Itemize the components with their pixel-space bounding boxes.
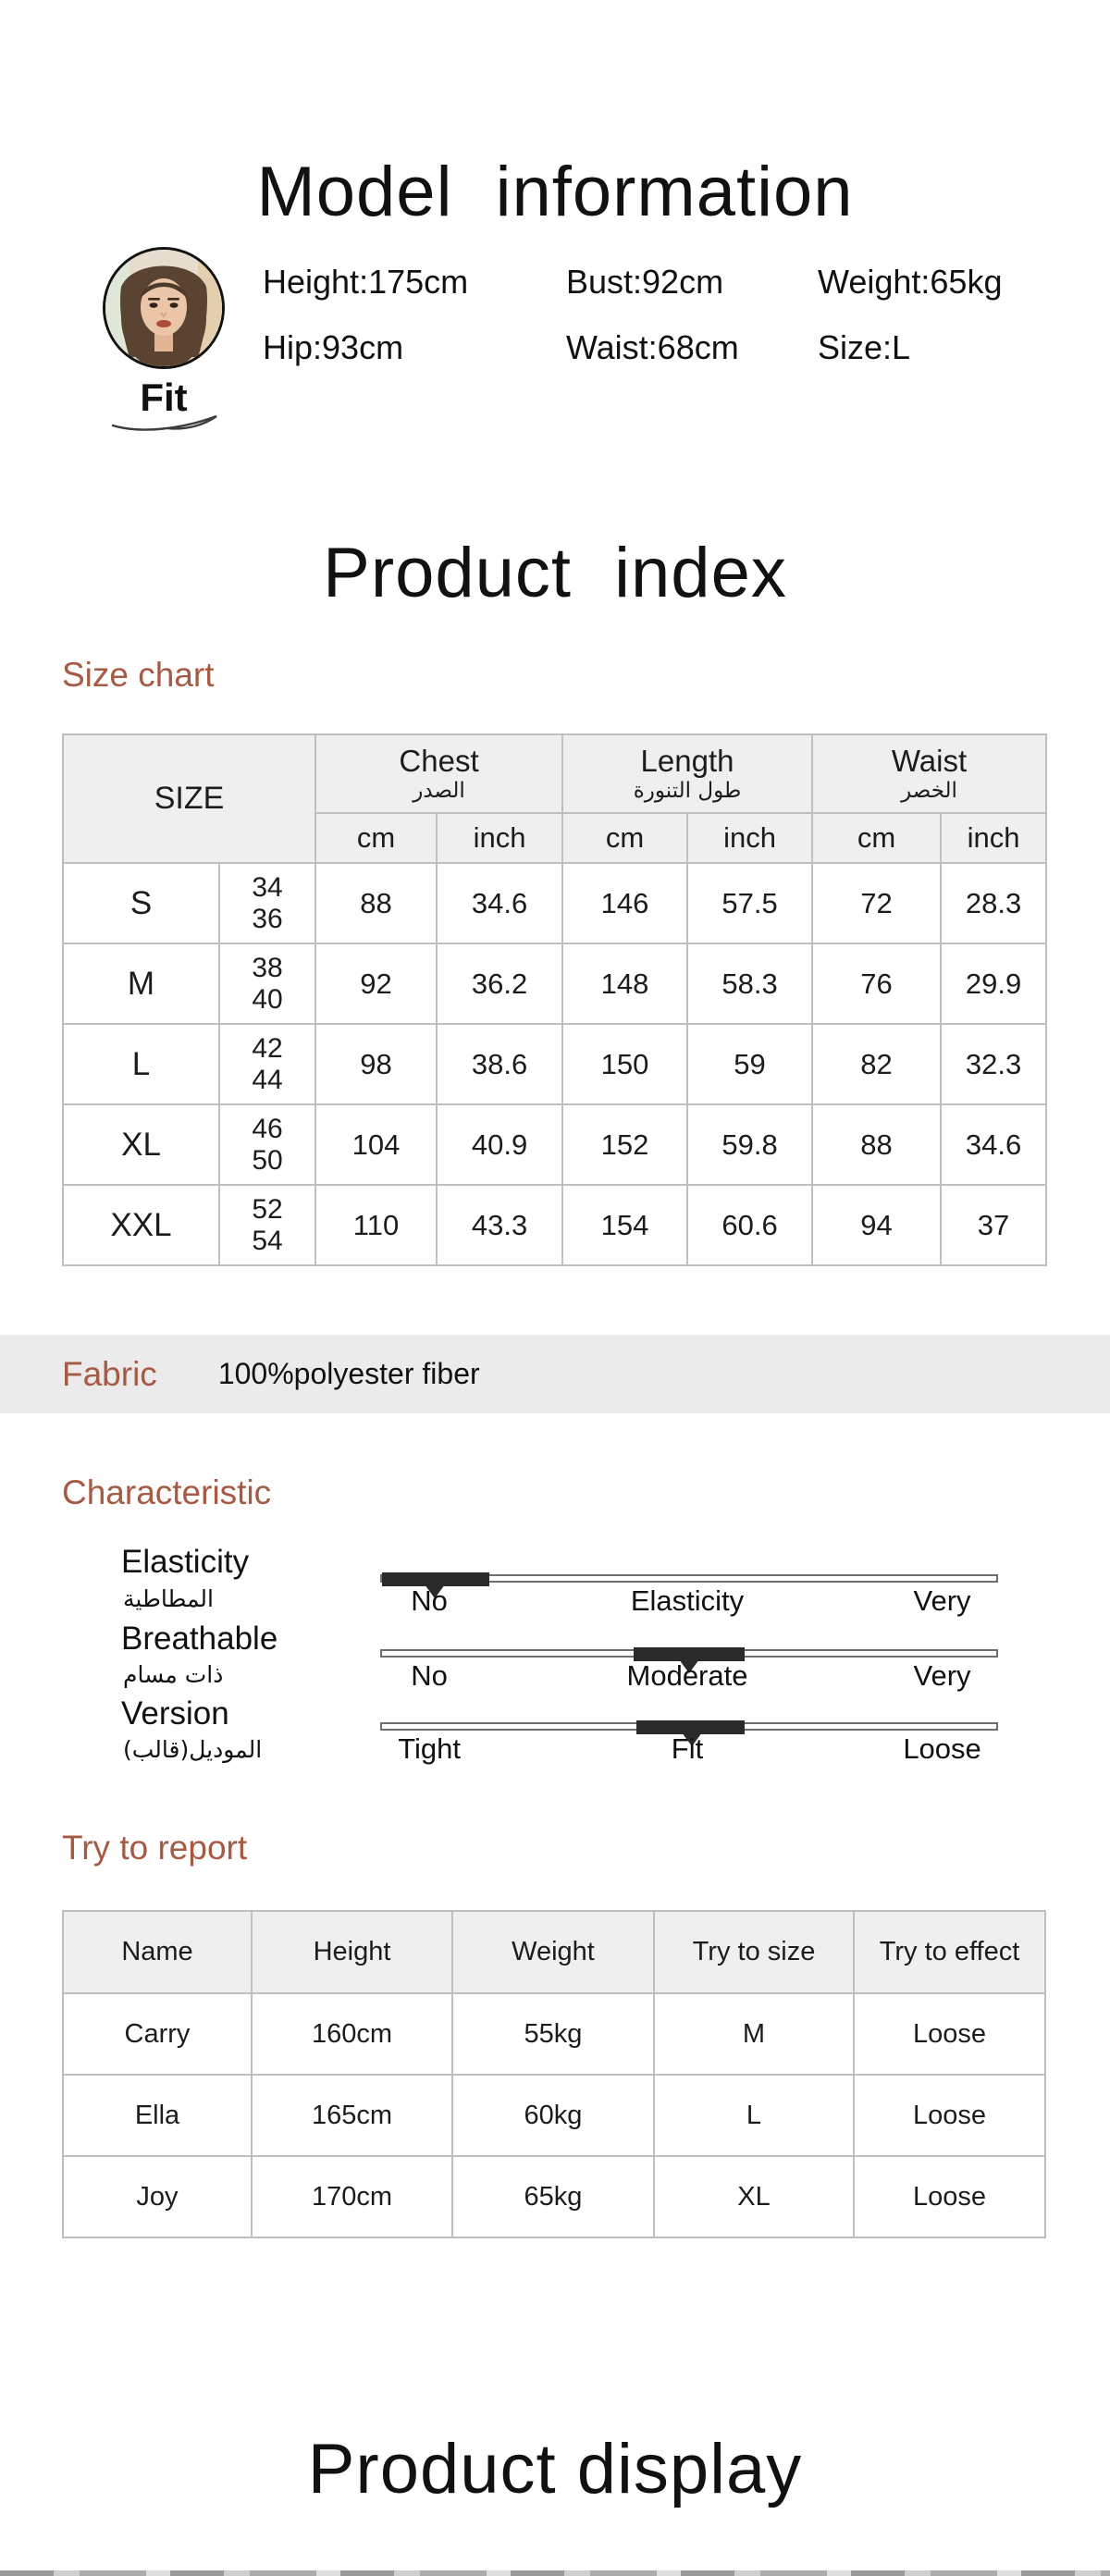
waist-cm: 76 — [812, 943, 941, 1024]
chest-cm-header: cm — [315, 813, 437, 863]
tester-name: Joy — [63, 2156, 252, 2237]
chest-inch: 34.6 — [437, 863, 562, 943]
chest-inch: 43.3 — [437, 1185, 562, 1265]
size-row-xl — [63, 1104, 1046, 1185]
chest-inch: 40.9 — [437, 1104, 562, 1185]
fabric-value: 100%polyester fiber — [217, 1357, 480, 1390]
size-label: M — [63, 943, 219, 1024]
chest-cm: 88 — [315, 863, 437, 943]
size-label: S — [63, 863, 219, 943]
next-photo-edge — [0, 2570, 1110, 2576]
waist-inch: 37 — [941, 1185, 1046, 1265]
length-inch: 59 — [687, 1024, 812, 1104]
try-header-height: Height — [252, 1911, 452, 1993]
size-label: XXL — [63, 1185, 219, 1265]
size-column-header: SIZE — [63, 734, 315, 863]
eu-sizes — [219, 1024, 315, 1104]
eu-size-top: 52 — [252, 1193, 283, 1225]
eu-size-top: 42 — [252, 1032, 283, 1064]
waist-cm: 94 — [812, 1185, 941, 1265]
tester-weight: 60kg — [452, 2075, 654, 2156]
version-slider-track — [380, 1722, 998, 1731]
tester-effect: Loose — [854, 2156, 1045, 2237]
tester-effect: Loose — [854, 1993, 1045, 2075]
model-information-title: Model information — [256, 153, 854, 231]
scale-right-label: Very — [913, 1584, 971, 1617]
tester-name: Ella — [63, 2075, 252, 2156]
tester-size: L — [654, 2075, 854, 2156]
model-bust: Bust:92cm — [566, 263, 724, 301]
scale-left-label: No — [411, 1659, 448, 1692]
breathable-label-ar: ذات مسام — [123, 1661, 224, 1688]
model-size: Size:L — [818, 328, 911, 366]
chest-group-header — [315, 734, 562, 813]
chest-inch: 36.2 — [437, 943, 562, 1024]
scale-mid-label: Fit — [671, 1732, 704, 1765]
length-inch: 60.6 — [687, 1185, 812, 1265]
tester-size: M — [654, 1993, 854, 2075]
chest-inch: 38.6 — [437, 1024, 562, 1104]
waist-inch: 28.3 — [941, 863, 1046, 943]
eu-size-bottom: 44 — [252, 1064, 283, 1095]
length-label-en: Length — [640, 744, 734, 778]
model-hip: Hip:93cm — [263, 328, 404, 366]
fit-label: Fit — [140, 376, 188, 419]
product-display-title: Product display — [307, 2430, 803, 2508]
tester-height: 160cm — [252, 1993, 452, 2075]
tester-size: XL — [654, 2156, 854, 2237]
waist-cm: 72 — [812, 863, 941, 943]
size-label: L — [63, 1024, 219, 1104]
length-cm: 150 — [562, 1024, 687, 1104]
elasticity-slider-track — [380, 1574, 998, 1583]
size-row-xxl — [63, 1185, 1046, 1265]
chest-inch-header: inch — [437, 813, 562, 863]
elasticity-label-ar: المطاطية — [123, 1585, 214, 1612]
length-group-header — [562, 734, 812, 813]
scale-left-label: No — [411, 1584, 448, 1617]
length-inch-header: inch — [687, 813, 812, 863]
eu-sizes — [219, 1185, 315, 1265]
try-to-report-heading: Try to report — [62, 1829, 248, 1867]
tester-height: 170cm — [252, 2156, 452, 2237]
length-inch: 58.3 — [687, 943, 812, 1024]
scale-mid-label: Elasticity — [630, 1584, 745, 1617]
try-header-size: Try to size — [654, 1911, 854, 1993]
model-height: Height:175cm — [263, 263, 469, 301]
size-label: XL — [63, 1104, 219, 1185]
try-header-name: Name — [63, 1911, 252, 1993]
waist-inch: 32.3 — [941, 1024, 1046, 1104]
eu-size-top: 46 — [252, 1113, 283, 1144]
fabric-heading: Fabric — [62, 1354, 157, 1393]
length-cm-header: cm — [562, 813, 687, 863]
breathable-scale — [380, 1658, 994, 1695]
version-label-ar: الموديل(قالب) — [123, 1736, 263, 1763]
size-chart-heading: Size chart — [62, 656, 215, 694]
scale-right-label: Loose — [903, 1732, 981, 1765]
length-inch: 59.8 — [687, 1104, 812, 1185]
chest-cm: 92 — [315, 943, 437, 1024]
length-cm: 154 — [562, 1185, 687, 1265]
eu-size-bottom: 50 — [252, 1144, 283, 1176]
version-label-en: Version — [121, 1695, 229, 1732]
scale-mid-label: Moderate — [626, 1659, 748, 1692]
try-row — [63, 2156, 1045, 2237]
version-scale — [380, 1731, 994, 1768]
eu-size-bottom: 40 — [252, 983, 283, 1015]
model-avatar — [103, 247, 225, 369]
fit-underline-squiggle — [109, 409, 226, 435]
waist-label-ar: الخصر — [901, 779, 957, 803]
fabric-band — [0, 1335, 1110, 1413]
waist-inch: 29.9 — [941, 943, 1046, 1024]
eu-sizes — [219, 1104, 315, 1185]
try-row — [63, 1993, 1045, 2075]
chest-cm: 104 — [315, 1104, 437, 1185]
size-chart-table — [62, 733, 1047, 1266]
elasticity-scale — [380, 1583, 994, 1620]
characteristic-heading: Characteristic — [62, 1473, 272, 1511]
scale-left-label: Tight — [398, 1732, 461, 1765]
try-header-row — [63, 1911, 1045, 1993]
waist-cm-header: cm — [812, 813, 941, 863]
chest-label-ar: الصدر — [413, 779, 465, 803]
model-portrait-illustration — [105, 250, 222, 366]
waist-cm: 82 — [812, 1024, 941, 1104]
length-cm: 148 — [562, 943, 687, 1024]
waist-label-en: Waist — [891, 744, 968, 778]
model-waist: Waist:68cm — [566, 328, 739, 366]
try-header-effect: Try to effect — [854, 1911, 1045, 1993]
eu-sizes — [219, 863, 315, 943]
length-cm: 152 — [562, 1104, 687, 1185]
tester-weight: 55kg — [452, 1993, 654, 2075]
scale-right-label: Very — [913, 1659, 971, 1692]
waist-cm: 88 — [812, 1104, 941, 1185]
length-label-ar: طول التنورة — [633, 779, 742, 803]
waist-group-header — [812, 734, 1046, 813]
tester-weight: 65kg — [452, 2156, 654, 2237]
try-header-weight: Weight — [452, 1911, 654, 1993]
size-row-s — [63, 863, 1046, 943]
waist-inch-header: inch — [941, 813, 1046, 863]
waist-inch: 34.6 — [941, 1104, 1046, 1185]
chest-cm: 110 — [315, 1185, 437, 1265]
try-report-table — [62, 1910, 1046, 2238]
chest-cm: 98 — [315, 1024, 437, 1104]
length-cm: 146 — [562, 863, 687, 943]
product-index-title: Product index — [323, 534, 787, 612]
tester-effect: Loose — [854, 2075, 1045, 2156]
eu-sizes — [219, 943, 315, 1024]
breathable-slider-track — [380, 1649, 998, 1658]
length-inch: 57.5 — [687, 863, 812, 943]
size-row-l — [63, 1024, 1046, 1104]
eu-size-bottom: 54 — [252, 1225, 283, 1256]
tester-name: Carry — [63, 1993, 252, 2075]
tester-height: 165cm — [252, 2075, 452, 2156]
eu-size-top: 38 — [252, 952, 283, 983]
chest-label-en: Chest — [399, 744, 479, 778]
size-row-m — [63, 943, 1046, 1024]
elasticity-label-en: Elasticity — [121, 1544, 250, 1580]
breathable-label-en: Breathable — [121, 1621, 278, 1657]
try-row — [63, 2075, 1045, 2156]
model-weight: Weight:65kg — [818, 263, 1003, 301]
eu-size-top: 34 — [252, 871, 283, 903]
eu-size-bottom: 36 — [252, 903, 283, 934]
